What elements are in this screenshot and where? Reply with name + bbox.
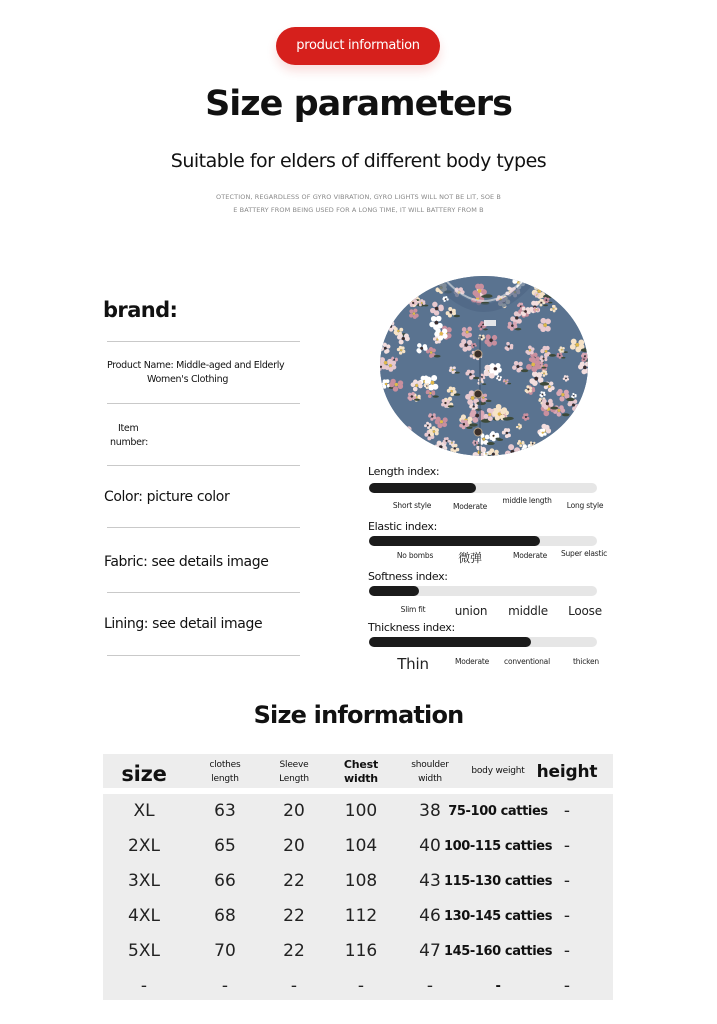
table-cell: 68: [214, 906, 236, 926]
table-cell: 145-160 catties: [443, 944, 553, 959]
table-cell: 65: [214, 836, 236, 856]
table-cell: -: [426, 976, 434, 996]
table-cell: XL: [133, 801, 155, 821]
table-cell: -: [563, 976, 571, 996]
divider: [107, 465, 300, 466]
index-label: Thickness index:: [368, 621, 455, 634]
table-cell: -: [221, 976, 229, 996]
table-cell: 116: [344, 941, 378, 961]
index-tick-label: 微弹: [458, 551, 482, 565]
table-header-cell: height: [536, 762, 598, 782]
divider: [107, 403, 300, 404]
table-cell: -: [563, 906, 571, 926]
divider: [107, 592, 300, 593]
table-header-cell: Chest width: [343, 758, 379, 785]
index-tick-label: middle length: [502, 496, 552, 505]
table-cell: -: [140, 976, 148, 996]
index-tick-label: conventional: [504, 657, 550, 666]
table-cell: 22: [283, 941, 305, 961]
table-cell: 112: [344, 906, 378, 926]
table-cell: 22: [283, 906, 305, 926]
table-cell: -: [563, 871, 571, 891]
table-cell: 38: [419, 801, 441, 821]
table-cell: 3XL: [128, 871, 160, 891]
index-tick-label: Moderate: [452, 502, 488, 511]
table-cell: 104: [344, 836, 378, 856]
table-header-cell: Sleeve Length: [279, 760, 309, 784]
index-label: Length index:: [368, 465, 440, 478]
index-tick-label: Slim fit: [400, 605, 426, 614]
index-tick-label: No bombs: [396, 551, 434, 560]
table-cell: 22: [283, 871, 305, 891]
product-information-badge: [276, 27, 440, 65]
item-label-line-1: Item: [118, 423, 139, 434]
table-cell: 20: [283, 801, 305, 821]
index-tick-label: Moderate: [512, 551, 548, 560]
index-label: Softness index:: [368, 570, 448, 583]
divider: [107, 527, 300, 528]
table-body-background: [103, 794, 613, 1000]
index-bar: [369, 637, 597, 647]
fine-print-line-1: OTECTION, REGARDLESS OF GYRO VIBRATION, GYRO LIGHTS WILL NOT BE LIT, SOE B: [216, 193, 501, 201]
table-header-cell: body weight: [471, 766, 525, 776]
index-tick-label: Long style: [566, 501, 604, 510]
index-bar-fill: [369, 483, 476, 493]
table-header-cell: shoulder width: [411, 760, 449, 784]
table-cell: 66: [214, 871, 236, 891]
divider: [107, 655, 300, 656]
table-cell: 63: [214, 801, 236, 821]
index-bar: [369, 536, 597, 546]
divider: [107, 341, 300, 342]
table-cell: 40: [419, 836, 441, 856]
table-cell: 108: [344, 871, 378, 891]
table-cell: 47: [419, 941, 441, 961]
page-subtitle: Suitable for elders of different body types: [170, 150, 547, 172]
table-cell: 130-145 catties: [443, 909, 553, 924]
index-tick-label: Moderate: [454, 657, 490, 666]
brand-label: brand:: [103, 298, 178, 322]
index-bar: [369, 586, 597, 596]
table-cell: 4XL: [128, 906, 160, 926]
index-tick-label: Loose: [568, 604, 602, 618]
table-cell: -: [495, 979, 501, 994]
table-cell: -: [357, 976, 365, 996]
index-bar-fill: [369, 536, 540, 546]
table-cell: 5XL: [128, 941, 160, 961]
badge-label: product information: [296, 38, 420, 53]
index-bar-fill: [369, 637, 531, 647]
item-label-line-2: number:: [110, 437, 149, 448]
index-tick-label: middle: [508, 604, 548, 618]
table-header-cell: clothes length: [209, 760, 241, 784]
fine-print-line-2: E BATTERY FROM BEING USED FOR A LONG TIME, IT WILL BATTERY FROM B: [233, 206, 484, 214]
index-tick-label: Short style: [392, 501, 432, 510]
product-photo: [380, 276, 588, 456]
table-cell: 46: [419, 906, 441, 926]
table-cell: 100: [344, 801, 378, 821]
table-cell: 2XL: [128, 836, 160, 856]
index-bar: [369, 483, 597, 493]
table-cell: 70: [214, 941, 236, 961]
table-cell: -: [290, 976, 298, 996]
table-cell: 100-115 catties: [443, 839, 553, 854]
table-cell: -: [563, 941, 571, 961]
table-cell: 115-130 catties: [443, 874, 553, 889]
page-title: Size parameters: [205, 84, 512, 124]
fabric-info: Fabric: see details image: [104, 554, 269, 570]
index-tick-label: Super elastic: [560, 549, 608, 558]
table-cell: 20: [283, 836, 305, 856]
product-name-line-2: Women's Clothing: [147, 374, 229, 385]
table-cell: 75-100 catties: [448, 804, 548, 819]
table-header-cell: size: [121, 762, 167, 786]
index-tick-label: union: [454, 604, 488, 618]
table-cell: -: [563, 801, 571, 821]
index-tick-label: thicken: [573, 657, 599, 666]
lining-info: Lining: see detail image: [104, 616, 263, 632]
index-tick-label: Thin: [397, 655, 429, 673]
size-information-title: Size information: [253, 701, 464, 729]
table-cell: 43: [419, 871, 441, 891]
index-label: Elastic index:: [368, 520, 437, 533]
product-name-line-1: Product Name: Middle-aged and Elderly: [107, 360, 285, 371]
color-info: Color: picture color: [104, 489, 230, 505]
index-bar-fill: [369, 586, 419, 596]
table-cell: -: [563, 836, 571, 856]
